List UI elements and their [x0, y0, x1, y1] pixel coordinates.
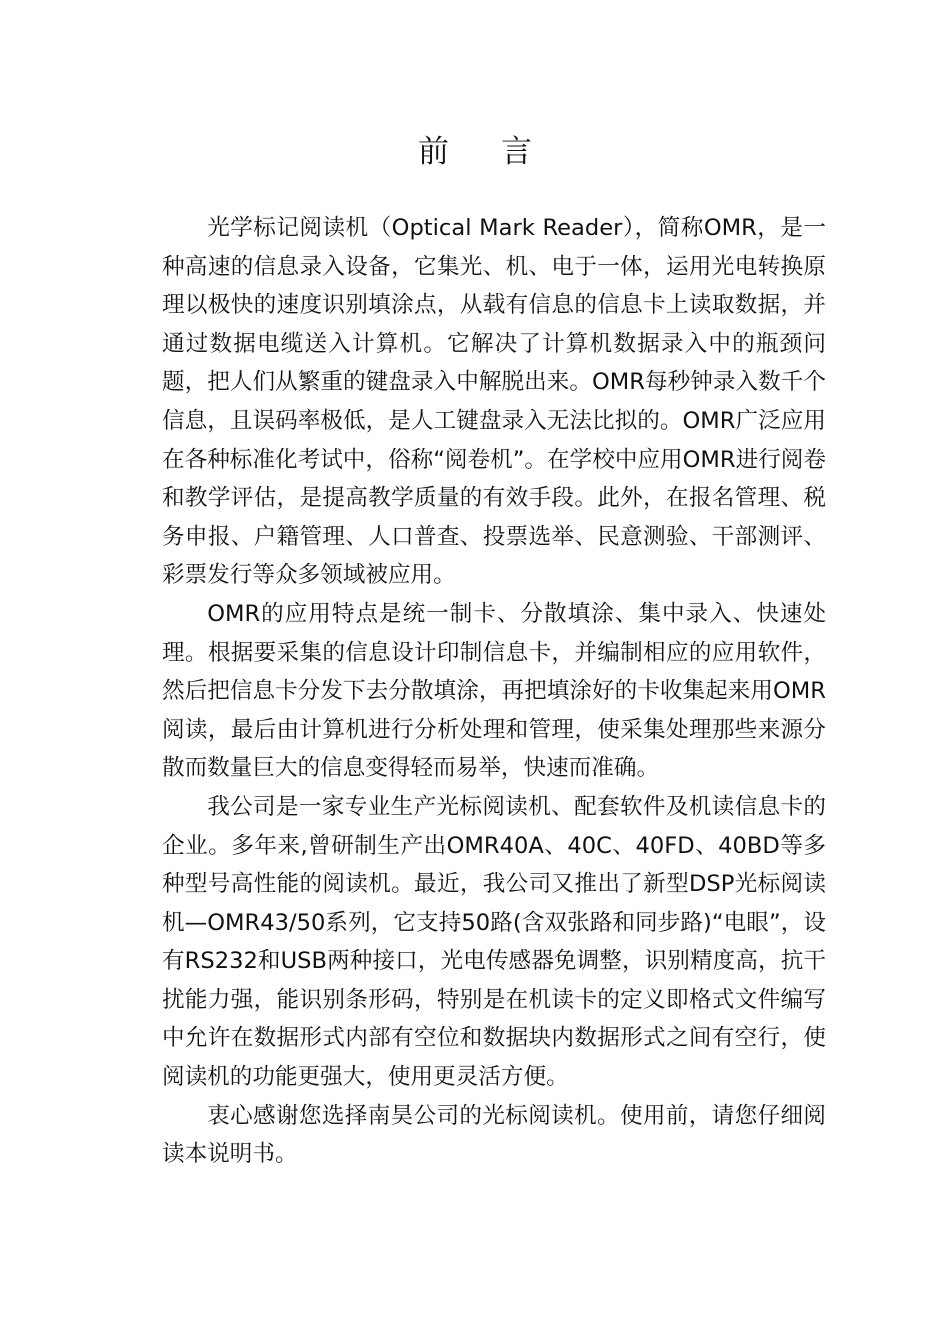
paragraph-features: OMR的应用特点是统一制卡、分散填涂、集中录入、快速处理。根据要采集的信息设计印制信息卡，并编制相应的应用软件，然后把信息卡分发下去分散填涂，再把填涂好的卡收集起来用OMR阅读，最后由计算机进行分析处理和管理，使采集处理那些来源分散而数量巨大的信息变得轻而易举，快速而准确。: [162, 600, 826, 782]
paragraph-thanks: 衷心感谢您选择南昊公司的光标阅读机。使用前，请您仔细阅读本说明书。: [162, 1102, 826, 1168]
page-title: 前言: [418, 134, 584, 170]
paragraph-intro: 光学标记阅读机（Optical Mark Reader），简称OMR，是一种高速的信息录入设备，它集光、机、电于一体，运用光电转换原理以极快的速度识别填涂点，从载有信息的信息卡上读取数据，并通过数据电缆送入计算机。它解决了计算机数据录入中的瓶颈问题，把人们从繁重的键盘录入中解脱出来。OMR每秒钟录入数千个信息，且误码率极低，是人工键盘录入无法比拟的。OMR广泛应用在各种标准化考试中，俗称“阅卷机”。在学校中应用OMR进行阅卷和教学评估，是提高教学质量的有效手段。此外，在报名管理、税务申报、户籍管理、人口普查、投票选举、民意测验、干部测评、彩票发行等众多领域被应用。: [162, 215, 826, 589]
paragraph-company: 我公司是一家专业生产光标阅读机、配套软件及机读信息卡的企业。多年来,曾研制生产出OMR40A、40C、40FD、40BD等多种型号高性能的阅读机。最近，我公司又推出了新型DSP光标阅读机—OMR43/50系列，它支持50路(含双张路和同步路)“电眼”，设有RS232和USB两种接口，光电传感器免调整，识别精度高，抗干扰能力强，能识别条形码，特别是在机读卡的定义即格式文件编写中允许在数据形式内部有空位和数据块内数据形式之间有空行，使阅读机的功能更强大，使用更灵活方便。: [162, 793, 826, 1091]
document-body: [162, 209, 826, 1174]
